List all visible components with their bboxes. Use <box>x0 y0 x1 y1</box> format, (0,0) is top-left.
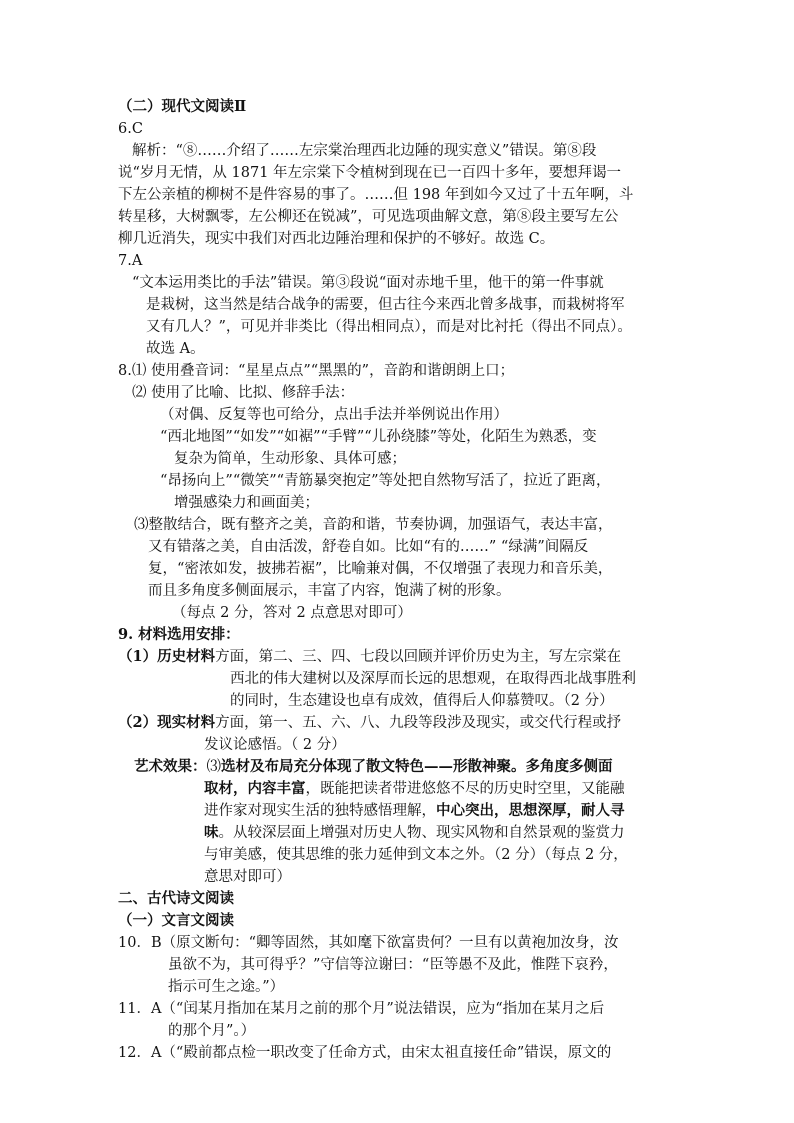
q7-answer: 7.A <box>118 253 143 269</box>
q9-art-label: 艺术效果： <box>134 758 207 775</box>
q8-line: 复，“密浓如发，披拂若裾”，比喻兼对偶，不仅增强了表现力和音乐美， <box>148 561 613 577</box>
q8-line: 又有错落之美，自由活泼，舒卷自如。比如“有的……” “绿满”间隔反 <box>148 539 589 555</box>
q9-art-bold-text: 选材及布局充分体现了散文特色——形散神聚。多角度多侧面 <box>221 758 613 775</box>
q10-line: 10．B（原文断句：“卿等固然，其如麾下欲富贵何？一旦有以黄袍加汝身，汝 <box>118 935 619 951</box>
q9-item2-text: 方面，第一、五、六、八、九段等段涉及现实，或交代行程或抒 <box>215 715 622 731</box>
q9-art-bold-text: 取材，内容丰富 <box>204 780 306 797</box>
q9-art-line-3 <box>204 800 625 822</box>
q9-item1-num: （1） <box>118 648 158 665</box>
q11-line: 11．A（“闰某月指加在某月之前的那个月”说法错误，应为“指加在某月之后 <box>118 1001 605 1017</box>
q8-line: 复杂为简单，生动形象、具体可感； <box>174 451 406 467</box>
q9-art-num: ⑶ <box>206 759 221 775</box>
q9-art-line: 意思对即可） <box>204 869 291 885</box>
q8-line: （对偶、反复等也可给分，点出手法并举例说出作用） <box>160 407 508 423</box>
section-heading-modern-reading-ii: （二）现代文阅读Ⅱ <box>118 98 247 115</box>
q7-line: 又有几人？”，可见并非类比（得出相同点），而是对比衬托（得出不同点）。 <box>146 319 632 335</box>
q9-art-line-4 <box>204 822 625 844</box>
q8-line: ⑶整散结合，既有整齐之美，音韵和谐，节奏协调，加强语气，表达丰富， <box>134 517 613 533</box>
q7-line: 故选 A。 <box>146 341 205 357</box>
q9-art-bold-text: 味 <box>204 824 219 841</box>
q8-line: “西北地图”“如发”“如裾”“手臂”“儿孙绕膝”等处，化陌生为熟悉，变 <box>160 429 597 445</box>
q9-art-text: 进作家对现实生活的独特感悟理解， <box>204 803 436 819</box>
q9-art-text: 。从较深层面上增强对历史人物、现实风物和自然景观的鉴赏力 <box>218 825 625 841</box>
q9-item1-line: 西北的伟大建树以及深厚而长远的思想观，在取得西北战事胜利 <box>230 671 636 687</box>
q6-answer: 6.C <box>118 121 143 137</box>
q8-line: ⑵ 使用了比喻、比拟、修辞手法： <box>132 385 355 401</box>
q9-art-line-2 <box>204 778 625 800</box>
q9-art-line: 与审美感，使其思维的张力延伸到文本之外。（2 分）（每点 2 分， <box>204 847 628 863</box>
q8-line: “昂扬向上”“微笑”“青筋暴突抱定”等处把自然物写活了，拉近了距离， <box>160 473 611 489</box>
q8-scoring-note: （每点 2 分，答对 2 点意思对即可） <box>172 605 412 621</box>
q8-line: 8.⑴ 使用叠音词：“星星点点”“黑黑的”，音韵和谐朗朗上口； <box>118 363 515 379</box>
q9-art-bold-text: 中心突出，思想深厚，耐人寻 <box>436 802 625 819</box>
q9-item2-keyword: 现实材料 <box>157 714 216 731</box>
section-heading-classical: 二、古代诗文阅读 <box>118 890 234 907</box>
q9-item1-first-line <box>118 646 621 668</box>
q9-item2-num: （2） <box>118 714 158 731</box>
q9-item1-keyword: 历史材料 <box>157 648 216 665</box>
q10-line: 虽欲不为，其可得乎？”守信等泣谢曰：“臣等愚不及此，惟陛下哀矜， <box>168 957 618 973</box>
q9-art-effect-first-line <box>134 756 613 778</box>
q11-line: 的那个月”。） <box>168 1023 256 1039</box>
q6-line: 下左公亲植的柳树不是件容易的事了。……但 198 年到如今又过了十五年啊，斗 <box>118 187 634 203</box>
q9-heading: 9. 材料选用安排： <box>118 626 240 643</box>
q9-item2-line: 发议论感悟。（ 2 分） <box>204 737 346 753</box>
q9-item1-line: 的同时，生态建设也卓有成效，值得后人仰慕赞叹。（2 分） <box>230 693 614 709</box>
q9-item2-first-line <box>118 712 621 734</box>
q7-line: “文本运用类比的手法”错误。第③段说“面对赤地千里，他干的第一件事就 <box>132 275 604 291</box>
q10-line: 指示可生之途。”） <box>168 979 285 995</box>
q9-item1-text: 方面，第二、三、四、七段以回顾并评价历史为主，写左宗棠在 <box>215 649 622 665</box>
q12-line: 12．A（“殿前都点检一职改变了任命方式，由宋太祖直接任命”错误，原文的 <box>118 1045 612 1061</box>
subsection-heading-classical-prose: （一）文言文阅读 <box>118 912 234 929</box>
q7-line: 是栽树，这当然是结合战争的需要，但古往今来西北曾多战事，而栽树将军 <box>146 297 625 313</box>
q6-line: 解析：“⑧……介绍了……左宗棠治理西北边陲的现实意义”错误。第⑧段 <box>132 143 597 159</box>
q6-line: 说“岁月无情，从 1871 年左宗棠下令植树到现在已一百四十多年，要想拜谒一 <box>118 165 622 181</box>
q9-art-text: ，既能把读者带进悠悠不尽的历史时空里，又能融 <box>305 781 625 797</box>
q8-line: 增强感染力和画面美； <box>174 495 319 511</box>
q6-line: 柳几近消失，现实中我们对西北边陲治理和保护的不够好。故选 C。 <box>118 231 555 247</box>
q8-line: 而且多角度多侧面展示，丰富了内容，饱满了树的形象。 <box>148 583 511 599</box>
q6-line: 转星移，大树飘零，左公柳还在锐减”，可见选项曲解文意，第⑧段主要写左公 <box>118 209 619 225</box>
